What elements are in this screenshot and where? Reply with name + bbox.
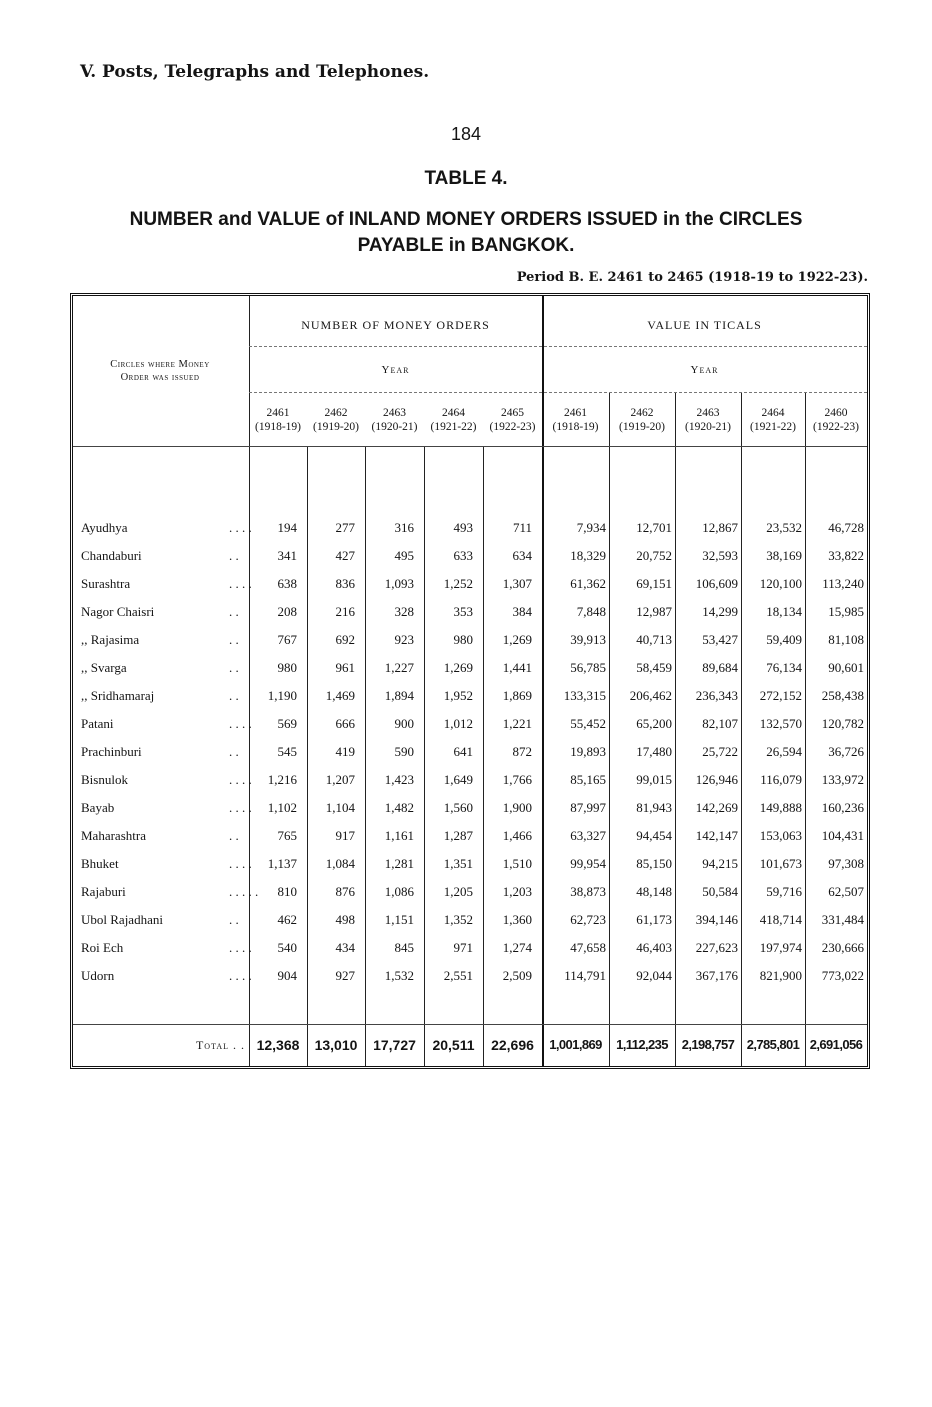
number-year-ce: (1920-21) (371, 421, 418, 433)
value-cell: 61,173 (636, 912, 672, 927)
total-number-cell: 20,511 (432, 1037, 475, 1053)
value-cell: 418,714 (759, 912, 802, 927)
number-cell: 765 (277, 828, 297, 843)
rule-under-groups (249, 346, 867, 347)
value-cell: 99,015 (636, 772, 672, 787)
value-cell: 132,570 (759, 716, 802, 731)
value-cell: 101,673 (759, 856, 802, 871)
value-cell: 133,972 (821, 772, 864, 787)
number-cell: 1,532 (384, 968, 414, 983)
value-cell: 160,236 (821, 800, 864, 815)
number-cell: 1,482 (384, 800, 414, 815)
number-cell: 638 (277, 576, 297, 591)
value-cell: 99,954 (570, 856, 606, 871)
value-cell: 126,946 (695, 772, 738, 787)
number-year-header (483, 406, 542, 434)
number-cell: 961 (335, 660, 355, 675)
value-cell: 149,888 (759, 800, 802, 815)
value-cell: 17,480 (636, 744, 672, 759)
leader-dots: . . . . (229, 800, 252, 815)
leader-dots: . . (229, 548, 239, 563)
value-cell: 236,343 (695, 688, 738, 703)
number-cell: 1,137 (267, 856, 297, 871)
value-cell: 81,943 (636, 800, 672, 815)
value-cell: 90,601 (828, 660, 864, 675)
table-row (73, 962, 867, 990)
circle-name: Rajaburi (81, 884, 126, 899)
number-cell: 641 (453, 744, 473, 759)
total-value-cell: 2,691,056 (809, 1037, 863, 1052)
number-cell: 495 (394, 548, 414, 563)
value-cell: 59,409 (766, 632, 802, 647)
table-row (73, 514, 867, 542)
value-cell: 85,150 (636, 856, 672, 871)
value-cell: 36,726 (828, 744, 864, 759)
circle-name: Bisnulok (81, 772, 128, 787)
number-year-label: Year (381, 364, 410, 376)
number-cell: 427 (335, 548, 355, 563)
value-cell: 14,299 (702, 604, 738, 619)
value-year-label: Year (690, 364, 719, 376)
circle-name: Udorn (81, 968, 115, 983)
table-row (73, 542, 867, 570)
value-cell: 63,327 (570, 828, 606, 843)
number-cell: 434 (335, 940, 355, 955)
value-cell: 7,934 (576, 520, 606, 535)
circle-name: Surashtra (81, 576, 131, 591)
number-cell: 1,869 (502, 688, 532, 703)
number-cell: 1,190 (267, 688, 297, 703)
value-cell: 258,438 (821, 688, 864, 703)
leader-dots: . . (229, 604, 239, 619)
value-cell: 92,044 (636, 968, 672, 983)
value-cell: 120,782 (821, 716, 864, 731)
table-row (73, 850, 867, 878)
value-cell: 25,722 (702, 744, 738, 759)
number-cell: 1,274 (502, 940, 532, 955)
value-cell: 227,623 (695, 940, 738, 955)
value-year-header (542, 406, 609, 434)
value-cell: 89,684 (702, 660, 738, 675)
value-cell: 394,146 (695, 912, 738, 927)
value-cell: 50,584 (702, 884, 738, 899)
value-cell: 59,716 (766, 884, 802, 899)
value-cell: 23,532 (766, 520, 802, 535)
table-row (73, 654, 867, 682)
number-cell: 1,287 (443, 828, 473, 843)
number-year-ce: (1918-19) (255, 421, 301, 433)
table-row (73, 878, 867, 906)
value-cell: 26,594 (766, 744, 802, 759)
value-cell: 106,609 (695, 576, 738, 591)
number-cell: 1,012 (443, 716, 473, 731)
value-cell: 61,362 (570, 576, 606, 591)
value-cell: 48,148 (636, 884, 672, 899)
value-cell: 142,269 (695, 800, 738, 815)
number-cell: 980 (453, 632, 473, 647)
value-cell: 19,893 (570, 744, 606, 759)
number-cell: 1,441 (502, 660, 532, 675)
number-year-header (307, 406, 365, 434)
table-title-line-2: PAYABLE in BANGKOK. (357, 235, 575, 256)
value-year-be: 2461 (564, 407, 587, 419)
total-number-cell: 12,368 (256, 1037, 300, 1053)
circle-name: Bhuket (81, 856, 119, 871)
total-row (73, 1030, 867, 1060)
number-year-ce: (1921-22) (430, 421, 477, 433)
number-cell: 980 (277, 660, 297, 675)
number-cell: 1,900 (502, 800, 532, 815)
number-cell: 917 (335, 828, 355, 843)
value-year-header (741, 406, 805, 434)
value-cell: 7,848 (576, 604, 606, 619)
value-year-ce: (1920-21) (685, 421, 731, 433)
number-year-be: 2464 (442, 407, 465, 419)
number-cell: 1,104 (325, 800, 355, 815)
value-cell: 18,134 (766, 604, 802, 619)
number-cell: 872 (512, 744, 532, 759)
value-cell: 12,987 (636, 604, 672, 619)
number-cell: 462 (277, 912, 297, 927)
table-title (100, 207, 832, 259)
value-cell: 69,151 (636, 576, 672, 591)
value-year-be: 2462 (630, 407, 654, 419)
circles-header-line-2: Order was issued (120, 372, 200, 383)
number-cell: 666 (335, 716, 355, 731)
value-cell: 46,403 (636, 940, 672, 955)
rule-above-total (73, 1024, 867, 1025)
value-year-header (609, 406, 675, 434)
value-cell: 94,454 (636, 828, 672, 843)
number-cell: 1,351 (443, 856, 473, 871)
circle-name: Bayab (81, 800, 115, 815)
value-cell: 367,176 (695, 968, 738, 983)
value-cell: 65,200 (636, 716, 672, 731)
value-cell: 116,079 (760, 772, 802, 787)
value-cell: 81,108 (828, 632, 864, 647)
number-cell: 1,360 (502, 912, 532, 927)
circles-header (75, 358, 245, 384)
value-cell: 197,974 (759, 940, 802, 955)
number-cell: 545 (277, 744, 297, 759)
value-cell: 62,723 (570, 912, 606, 927)
circle-name: Chandaburi (81, 548, 142, 563)
number-cell: 1,203 (502, 884, 532, 899)
number-cell: 1,093 (384, 576, 414, 591)
number-cell: 216 (335, 604, 355, 619)
value-cell: 33,822 (828, 548, 864, 563)
value-cell: 15,985 (828, 604, 864, 619)
value-cell: 18,329 (570, 548, 606, 563)
value-cell: 12,867 (702, 520, 738, 535)
total-value-cell: 1,001,869 (549, 1037, 602, 1052)
number-cell: 1,307 (502, 576, 532, 591)
value-cell: 47,658 (570, 940, 606, 955)
total-label: Total . . (195, 1038, 245, 1052)
number-cell: 1,221 (502, 716, 532, 731)
number-cell: 1,766 (502, 772, 532, 787)
number-cell: 1,102 (267, 800, 297, 815)
table-row (73, 906, 867, 934)
value-year-be: 2460 (824, 407, 848, 419)
leader-dots: . . (229, 632, 239, 647)
rule-under-year (249, 392, 867, 393)
rule-under-headers (73, 446, 867, 447)
value-cell: 82,107 (702, 716, 738, 731)
table-row (73, 822, 867, 850)
value-year-ce: (1918-19) (552, 421, 599, 433)
circle-name: Ayudhya (81, 520, 128, 535)
value-cell: 46,728 (828, 520, 864, 535)
value-cell: 94,215 (702, 856, 738, 871)
number-cell: 1,227 (384, 660, 414, 675)
leader-dots: . . . . (229, 772, 252, 787)
value-cell: 113,240 (822, 576, 864, 591)
number-cell: 1,252 (443, 576, 473, 591)
number-cell: 633 (453, 548, 473, 563)
leader-dots: . . . . (229, 940, 252, 955)
leader-dots: . . (229, 660, 239, 675)
circle-name: ,, Sridhamaraj (81, 688, 155, 703)
value-cell: 230,666 (821, 940, 864, 955)
number-year-be: 2462 (324, 407, 348, 419)
number-cell: 384 (512, 604, 532, 619)
number-cell: 1,952 (443, 688, 473, 703)
total-value-cell: 2,785,801 (746, 1037, 800, 1052)
table-row (73, 738, 867, 766)
leader-dots: . . . . (229, 968, 252, 983)
value-cell: 97,308 (828, 856, 864, 871)
value-year-header (805, 406, 867, 434)
value-cell: 85,165 (570, 772, 606, 787)
table-number: TABLE 4. (424, 168, 508, 189)
value-cell: 76,134 (766, 660, 802, 675)
number-year-be: 2465 (501, 407, 524, 419)
number-cell: 1,510 (502, 856, 532, 871)
number-year-header (365, 406, 424, 434)
leader-dots: . . (229, 912, 239, 927)
number-cell: 2,509 (502, 968, 532, 983)
number-cell: 971 (453, 940, 473, 955)
circle-name: Patani (81, 716, 114, 731)
value-cell: 12,701 (636, 520, 672, 535)
number-cell: 1,269 (443, 660, 473, 675)
total-number-cell: 13,010 (314, 1037, 358, 1053)
period-note: Period B. E. 2461 to 2465 (1918-19 to 1922-23). (516, 270, 868, 285)
circle-name: Prachinburi (81, 744, 142, 759)
number-cell: 711 (512, 520, 532, 535)
number-cell: 194 (277, 520, 297, 535)
number-cell: 1,216 (267, 772, 297, 787)
number-cell: 1,469 (325, 688, 355, 703)
circles-header-line-1: Circles where Money (110, 359, 210, 370)
value-year-be: 2463 (696, 407, 720, 419)
leader-dots: . . . . (229, 576, 252, 591)
circle-name: Maharashtra (81, 828, 146, 843)
value-year-ce: (1921-22) (750, 421, 796, 433)
number-group-header: NUMBER OF MONEY ORDERS (301, 318, 490, 332)
money-orders-table (70, 293, 870, 1069)
leader-dots: . . . . (229, 520, 252, 535)
value-cell: 272,152 (759, 688, 802, 703)
section-heading: V. Posts, Telegraphs and Telephones. (80, 62, 430, 82)
value-group-header: VALUE IN TICALS (647, 318, 762, 332)
circle-name: Nagor Chaisri (81, 604, 155, 619)
table-row (73, 794, 867, 822)
value-cell: 133,315 (563, 688, 606, 703)
circle-name: ,, Svarga (81, 660, 127, 675)
value-cell: 39,913 (570, 632, 606, 647)
table-row (73, 766, 867, 794)
table-row (73, 598, 867, 626)
number-cell: 569 (277, 716, 297, 731)
number-cell: 341 (277, 548, 297, 563)
number-cell: 2,551 (443, 968, 473, 983)
circle-name: Roi Ech (81, 940, 124, 955)
number-year-header (424, 406, 483, 434)
number-year-header (249, 406, 307, 434)
value-cell: 20,752 (636, 548, 672, 563)
table-row (73, 934, 867, 962)
value-cell: 120,100 (759, 576, 802, 591)
number-cell: 1,205 (443, 884, 473, 899)
total-value-cell: 1,112,235 (616, 1037, 668, 1052)
value-cell: 53,427 (702, 632, 738, 647)
number-cell: 1,466 (502, 828, 532, 843)
number-cell: 767 (277, 632, 297, 647)
number-cell: 1,161 (384, 828, 414, 843)
number-cell: 1,560 (443, 800, 473, 815)
table-row (73, 626, 867, 654)
value-cell: 87,997 (570, 800, 606, 815)
value-cell: 153,063 (759, 828, 802, 843)
value-cell: 38,169 (766, 548, 802, 563)
number-cell: 900 (394, 716, 414, 731)
number-cell: 419 (335, 744, 355, 759)
table-row (73, 710, 867, 738)
total-value-cell: 2,198,757 (681, 1037, 735, 1052)
value-cell: 55,452 (570, 716, 606, 731)
value-cell: 32,593 (702, 548, 738, 563)
number-cell: 927 (335, 968, 355, 983)
number-cell: 1,281 (384, 856, 414, 871)
value-cell: 773,022 (821, 968, 864, 983)
number-cell: 493 (453, 520, 473, 535)
value-year-ce: (1919-20) (619, 421, 665, 433)
number-cell: 1,207 (325, 772, 355, 787)
number-cell: 498 (335, 912, 355, 927)
number-cell: 208 (277, 604, 297, 619)
number-cell: 1,151 (384, 912, 414, 927)
number-cell: 1,084 (325, 856, 355, 871)
leader-dots: . . . . (229, 856, 252, 871)
number-cell: 277 (335, 520, 355, 535)
number-cell: 836 (335, 576, 355, 591)
number-cell: 810 (277, 884, 297, 899)
leader-dots: . . (229, 744, 239, 759)
number-cell: 904 (277, 968, 297, 983)
value-cell: 142,147 (695, 828, 738, 843)
number-cell: 634 (512, 548, 532, 563)
number-cell: 845 (394, 940, 414, 955)
number-cell: 353 (453, 604, 473, 619)
number-cell: 1,086 (384, 884, 414, 899)
number-cell: 316 (394, 520, 414, 535)
total-number-cell: 17,727 (373, 1037, 416, 1053)
number-cell: 540 (277, 940, 297, 955)
leader-dots: . . . . (229, 716, 252, 731)
table-title-line-1: NUMBER and VALUE of INLAND MONEY ORDERS ISSUED in the CIRCLES (129, 209, 803, 230)
number-cell: 590 (394, 744, 414, 759)
number-cell: 1,649 (443, 772, 473, 787)
value-year-header (675, 406, 741, 434)
value-year-be: 2464 (761, 407, 785, 419)
value-cell: 206,462 (629, 688, 672, 703)
value-cell: 58,459 (636, 660, 672, 675)
table-row (73, 682, 867, 710)
leader-dots: . . (229, 828, 239, 843)
circle-name: ,, Rajasima (81, 632, 140, 647)
value-cell: 821,900 (759, 968, 802, 983)
leader-dots: . . . . . (229, 884, 259, 899)
number-cell: 923 (394, 632, 414, 647)
value-cell: 104,431 (821, 828, 864, 843)
number-year-be: 2461 (266, 407, 290, 419)
number-cell: 1,423 (384, 772, 414, 787)
leader-dots: . . (229, 688, 239, 703)
number-cell: 1,269 (502, 632, 532, 647)
number-year-ce: (1922-23) (489, 421, 536, 433)
value-cell: 56,785 (570, 660, 606, 675)
number-cell: 1,894 (384, 688, 414, 703)
page-number: 184 (450, 124, 482, 144)
value-cell: 62,507 (828, 884, 864, 899)
number-cell: 692 (335, 632, 355, 647)
number-year-ce: (1919-20) (313, 421, 359, 433)
number-cell: 328 (394, 604, 414, 619)
circle-name: Ubol Rajadhani (81, 912, 163, 927)
value-cell: 40,713 (636, 632, 672, 647)
total-number-cell: 22,696 (491, 1037, 534, 1053)
table-row (73, 570, 867, 598)
number-cell: 876 (335, 884, 355, 899)
value-cell: 331,484 (821, 912, 864, 927)
value-cell: 38,873 (570, 884, 606, 899)
value-cell: 114,791 (564, 968, 606, 983)
value-year-ce: (1922-23) (813, 421, 859, 433)
number-cell: 1,352 (443, 912, 473, 927)
number-year-be: 2463 (383, 407, 406, 419)
